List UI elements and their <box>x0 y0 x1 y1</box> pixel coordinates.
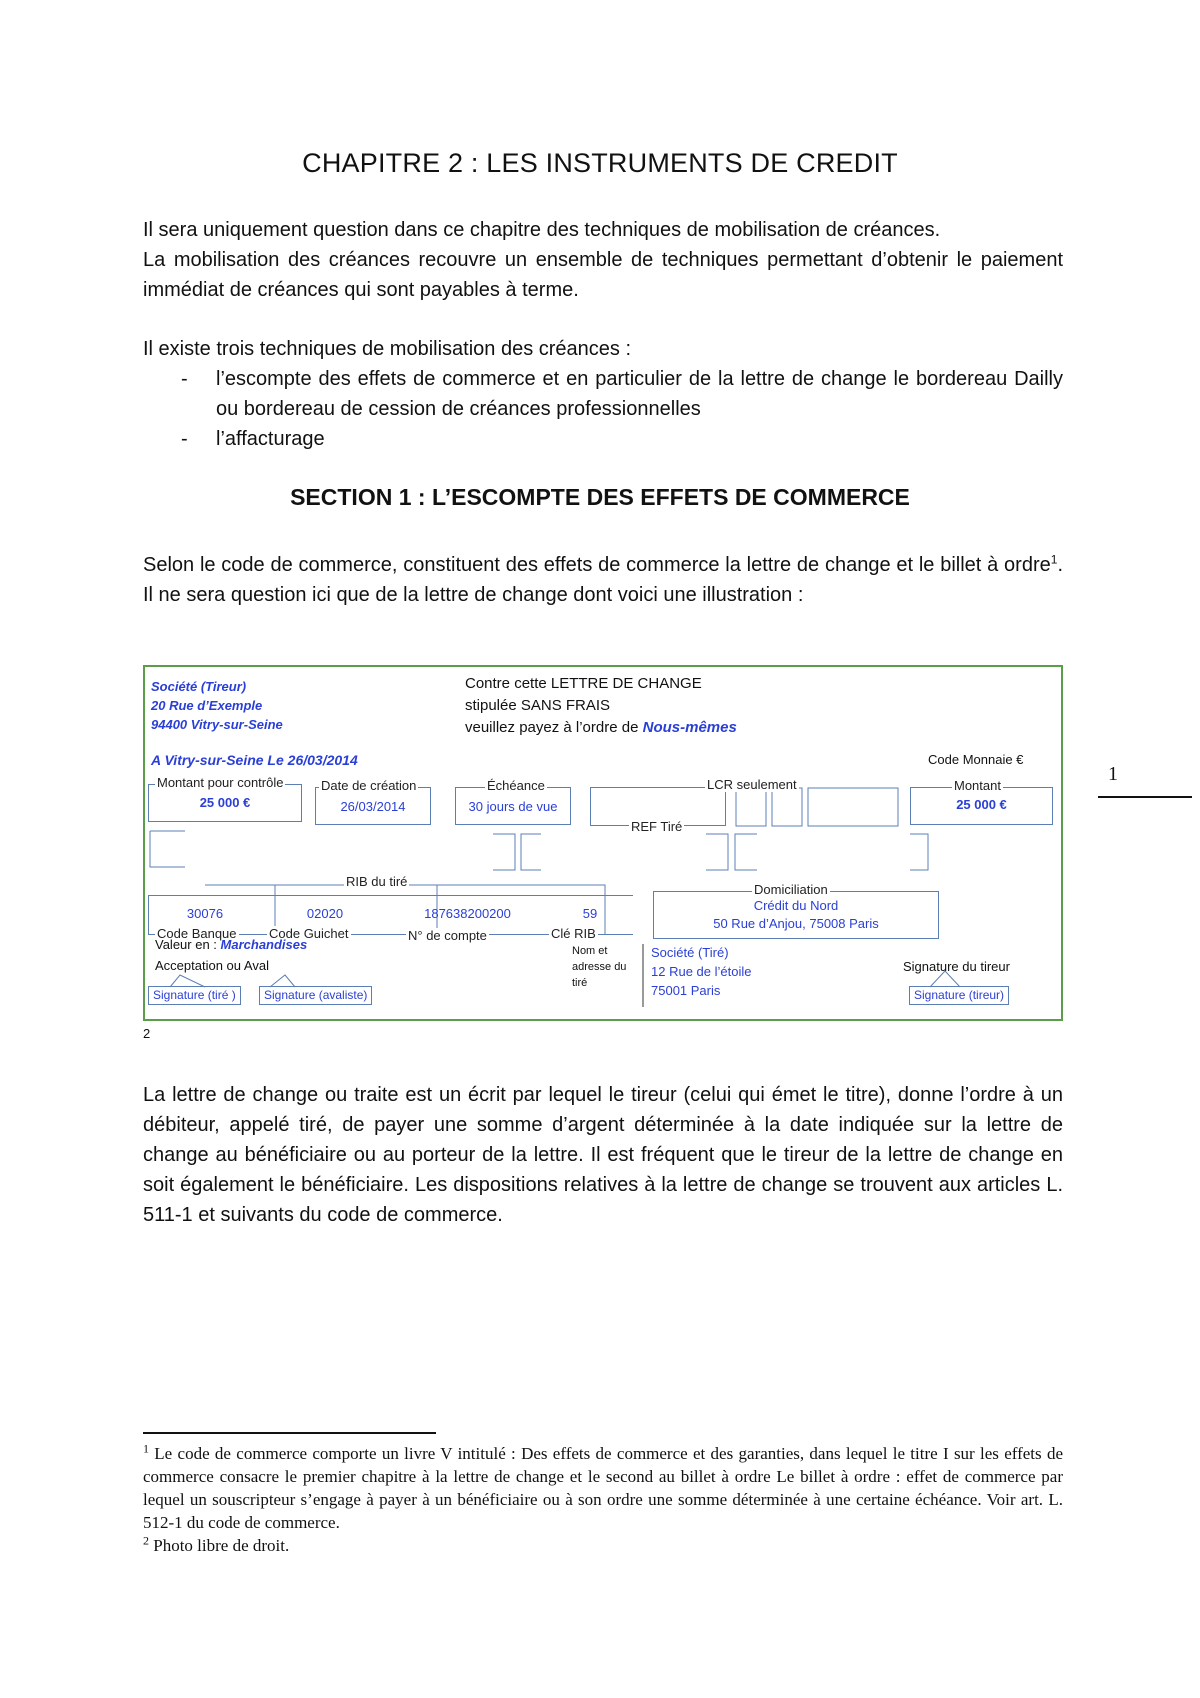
signature-tireur-box: Signature (tireur) <box>909 986 1009 1005</box>
bill-order-line <box>465 717 737 739</box>
footnote-number: 2 <box>143 1533 149 1548</box>
tire-name: Société (Tiré) <box>651 945 729 960</box>
rib-label-compte: N° de compte <box>408 928 487 943</box>
place-date-line <box>151 752 358 768</box>
footnote-number: 1 <box>143 1441 149 1456</box>
domiciliation-label: Domiciliation <box>754 882 828 897</box>
domiciliation-address: 50 Rue d’Anjou, 75008 Paris <box>713 916 879 931</box>
bill-header-line: stipulée SANS FRAIS <box>465 697 611 714</box>
list-item <box>143 364 1063 424</box>
section-text-a: Selon le code de commerce, constituent des effets de commerce la lettre de change et le billet à ordre <box>143 554 1051 576</box>
tireur-street: 20 Rue d’Exemple <box>151 698 263 713</box>
footnote-text: Photo libre de droit. <box>149 1536 290 1555</box>
intro-line-1: Il sera uniquement question dans ce chapitre des techniques de mobilisation de créances. <box>143 219 941 241</box>
montant-controle-label: Montant pour contrôle <box>157 775 284 790</box>
ref-tire-label: REF Tiré <box>631 819 683 834</box>
rib-label-cle: Clé RIB <box>551 926 596 941</box>
bullet-text: l’escompte des effets de commerce et en particulier de la lettre de change le bordereau Dailly ou bordereau de cession de créances professionnelles <box>216 368 1063 420</box>
footnote-1 <box>143 1442 1063 1534</box>
rib-code-banque: 30076 <box>186 906 224 921</box>
section-paragraph <box>143 550 1063 610</box>
order-prefix: veuillez payez à l’ordre de <box>465 719 643 736</box>
section-text-b: . Il ne sera question ici que de la lettre de change dont voici une illustration : <box>143 554 1063 606</box>
signature-avaliste-box: Signature (avaliste) <box>259 986 372 1005</box>
domiciliation-bank: Crédit du Nord <box>753 898 839 913</box>
footnote-text: Le code de commerce comporte un livre V intitulé : Des effets de commerce et des garanties, dans lequel le titre I sur les effets de commerce consacre le premier chapitre à la lettre de change et le second au billet à ordre Le billet à ordre : effet de commerce par lequel un souscripteur s’engage à payer à un bénéficiaire ou à son ordre une somme déterminée à une certaine échéance. Voir art. L. 512-1 du code de commerce. <box>143 1444 1063 1532</box>
footnote-2 <box>143 1534 1063 1557</box>
bullet-dash: - <box>181 428 188 450</box>
tire-block <box>651 943 751 1000</box>
bullet-text: l’affacturage <box>216 428 325 450</box>
bill-of-exchange-figure <box>143 665 1063 1021</box>
figure-footnote-ref: 2 <box>143 1026 151 1041</box>
lcr-label: LCR seulement <box>707 777 797 792</box>
nom-adresse-label <box>572 943 626 991</box>
signature-tire-box: Signature (tiré ) <box>148 986 241 1005</box>
tireur-name: Société (Tireur) <box>151 679 247 694</box>
order-name: Nous-mêmes <box>642 719 737 736</box>
bill-header <box>465 673 737 739</box>
rib-numero-compte: 187638200200 <box>424 906 511 921</box>
list-item <box>143 424 1063 454</box>
page-number-rule <box>1098 796 1192 798</box>
rib-code-guichet: 02020 <box>306 906 344 921</box>
chapter-title: CHAPITRE 2 : LES INSTRUMENTS DE CREDIT <box>302 148 898 178</box>
echeance-label: Échéance <box>487 778 545 793</box>
footnotes <box>143 1442 1063 1557</box>
nom-adresse-line: adresse du <box>572 961 627 973</box>
date-creation-label: Date de création <box>321 778 417 793</box>
intro-line-3: Il existe trois techniques de mobilisation des créances : <box>143 338 632 360</box>
rib-label-guichet: Code Guichet <box>269 926 349 941</box>
acceptation-label: Acceptation ou Aval <box>155 958 269 973</box>
nom-adresse-line: Nom et <box>572 945 608 957</box>
footnote-ref-1[interactable]: 1 <box>1050 552 1058 567</box>
signature-tireur-label: Signature du tireur <box>903 959 1010 974</box>
valeur-line <box>155 937 307 952</box>
tireur-block <box>151 677 283 734</box>
page-number: 1 <box>1108 763 1118 785</box>
rib-label: RIB du tiré <box>346 874 408 889</box>
intro-paragraph-2: La mobilisation des créances recouvre un ensemble de techniques permettant d’obtenir le paiement immédiat de créances qui sont payables à terme. <box>143 249 1063 301</box>
date-creation-value: 26/03/2014 <box>340 799 406 814</box>
nom-adresse-line: tiré <box>572 977 588 989</box>
rib-label-banque: Code Banque <box>157 926 237 941</box>
bill-header-line: Contre cette LETTRE DE CHANGE <box>465 675 702 692</box>
echeance-value: 30 jours de vue <box>468 799 558 814</box>
bullet-dash: - <box>181 368 188 390</box>
footnote-separator <box>143 1432 436 1434</box>
tire-city: 75001 Paris <box>651 983 721 998</box>
montant-label: Montant <box>954 778 1001 793</box>
place-date: 26/03/2014 <box>287 752 358 768</box>
montant-controle-value: 25 000 € <box>199 795 251 810</box>
definition-paragraph: La lettre de change ou traite est un écrit par lequel le tireur (celui qui émet le titre), donne l’ordre à un débiteur, appelé tiré, de payer une somme d’argent déterminée à la date indiquée sur la lettre de change au bénéficiaire ou au porteur de la lettre. Il est fréquent que le tireur de la lettre de change en soit également le bénéficiaire. Les dispositions relatives à la lettre de change se trouvent aux articles L. 511-1 et suivants du code de commerce. <box>143 1084 1063 1226</box>
montant-value: 25 000 € <box>956 797 1007 812</box>
place-prefix: A Vitry-sur-Seine Le <box>151 752 288 768</box>
rib-cle: 59 <box>582 906 598 921</box>
valeur-prefix: Valeur en : <box>155 937 221 952</box>
code-monnaie: Code Monnaie € <box>928 752 1024 767</box>
tire-street: 12 Rue de l’étoile <box>651 964 752 979</box>
section-title: SECTION 1 : L’ESCOMPTE DES EFFETS DE COMMERCE <box>290 484 910 510</box>
valeur-value: Marchandises <box>220 937 308 952</box>
tireur-city: 94400 Vitry-sur-Seine <box>151 717 283 732</box>
